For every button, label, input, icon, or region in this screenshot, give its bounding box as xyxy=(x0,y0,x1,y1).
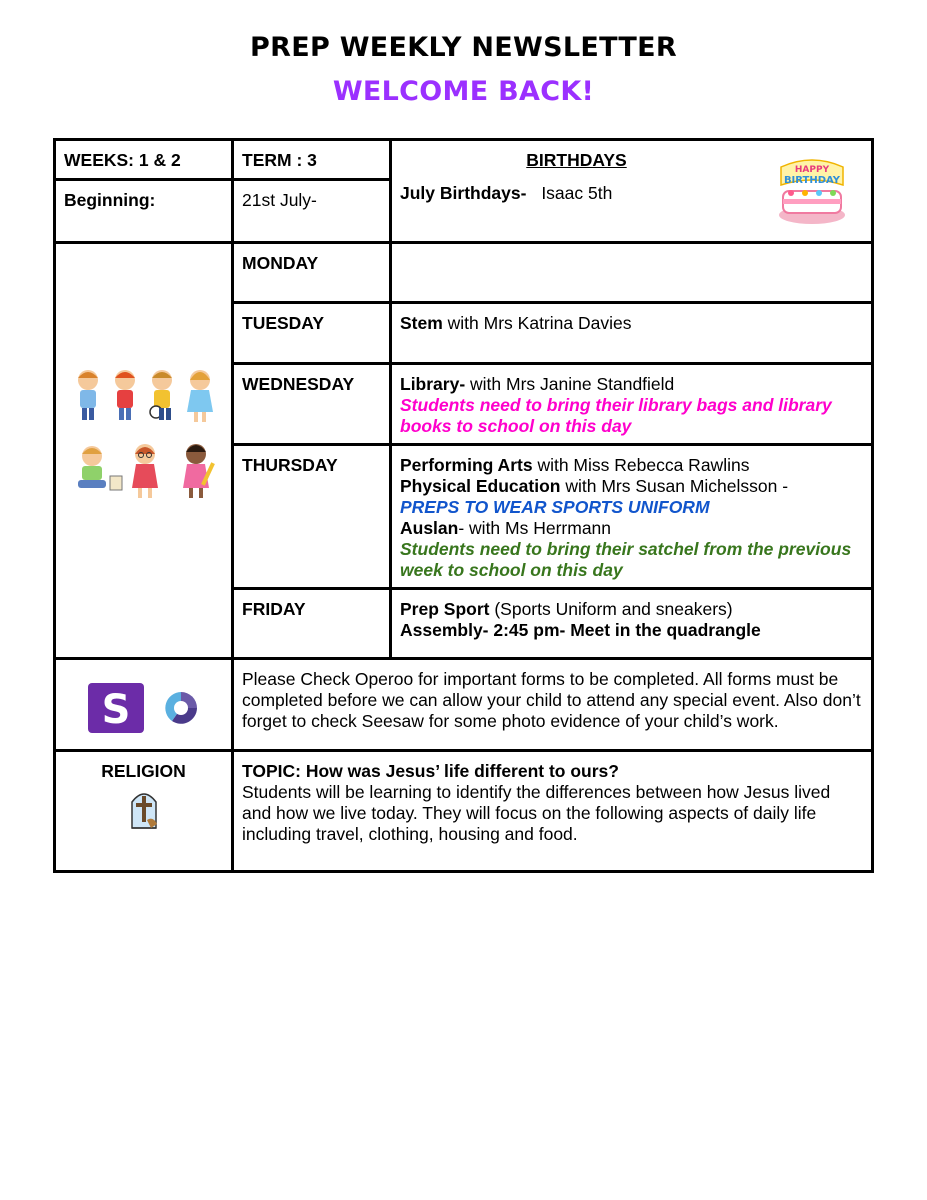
library-note: Students need to bring their library bags and library books to school on this day xyxy=(400,395,832,436)
weeks-cell: WEEKS: 1 & 2 xyxy=(55,140,233,180)
performing-arts-subject: Performing Arts xyxy=(400,455,533,475)
friday-activity xyxy=(391,589,873,659)
performing-arts-teacher: with Miss Rebecca Rawlins xyxy=(532,455,750,475)
auslan-teacher: - with Ms Herrmann xyxy=(458,518,612,538)
children-illustration-icon xyxy=(70,366,220,516)
friday-label: FRIDAY xyxy=(233,589,391,659)
wednesday-label: WEDNESDAY xyxy=(233,364,391,445)
prep-sport-subject: Prep Sport xyxy=(400,599,490,619)
sports-uniform-note: PREPS TO WEAR SPORTS UNIFORM xyxy=(400,497,710,517)
term-cell: TERM : 3 xyxy=(233,140,391,180)
religion-label: RELIGION xyxy=(101,761,186,781)
wednesday-teacher: with Mrs Janine Standfield xyxy=(465,374,675,394)
pe-teacher: with Mrs Susan Michelsson - xyxy=(560,476,789,496)
monday-activity xyxy=(391,243,873,303)
thursday-activity xyxy=(391,445,873,589)
birthdays-heading: BIRTHDAYS xyxy=(526,150,627,170)
prep-sport-detail: (Sports Uniform and sneakers) xyxy=(489,599,733,619)
wednesday-subject: Library- xyxy=(400,374,466,394)
birthday-cake-icon xyxy=(777,155,847,227)
religion-topic: TOPIC: How was Jesus’ life different to ours? xyxy=(242,761,619,781)
tuesday-subject: Stem xyxy=(400,313,443,333)
svg-text:BIRTHDAY: BIRTHDAY xyxy=(783,175,841,186)
religion-body: Students will be learning to identify the differences between how Jesus lived and how we live today. They will focus on the following aspects of daily life including travel, clothing, housing and food. xyxy=(242,782,831,844)
beginning-label: Beginning: xyxy=(55,180,233,243)
beginning-value: 21st July- xyxy=(233,180,391,243)
welcome-subtitle: WELCOME BACK! xyxy=(332,76,595,107)
newsletter-table xyxy=(53,138,874,873)
pe-subject: Physical Education xyxy=(400,476,561,496)
apps-logo-cell xyxy=(55,659,233,751)
wednesday-activity xyxy=(391,364,873,445)
kids-illustration-cell xyxy=(55,243,233,659)
tuesday-activity xyxy=(391,303,873,364)
svg-text:HAPPY: HAPPY xyxy=(794,165,830,175)
svg-text:S: S xyxy=(101,687,130,733)
auslan-subject: Auslan xyxy=(400,518,459,538)
assembly-line: Assembly- 2:45 pm- Meet in the quadrangle xyxy=(400,620,761,640)
religion-cell xyxy=(55,751,233,872)
monday-label: MONDAY xyxy=(233,243,391,303)
tuesday-teacher: with Mrs Katrina Davies xyxy=(442,313,632,333)
tuesday-label: TUESDAY xyxy=(233,303,391,364)
newsletter-title: PREP WEEKLY NEWSLETTER xyxy=(250,32,677,63)
forms-message: Please Check Operoo for important forms to be completed. All forms must be completed before we can allow your child to attend any special event. Also don’t forget to check Seesaw for some photo evidence of your child’s work. xyxy=(233,659,873,751)
birthdays-value: Isaac 5th xyxy=(541,183,613,203)
thursday-label: THURSDAY xyxy=(233,445,391,589)
stained-glass-cross-icon xyxy=(129,788,159,830)
birthdays-label: July Birthdays- xyxy=(400,183,527,203)
seesaw-logo-icon xyxy=(88,683,144,733)
birthdays-cell xyxy=(391,140,873,243)
religion-topic-cell xyxy=(233,751,873,872)
operoo-logo-icon xyxy=(162,689,200,727)
satchel-note: Students need to bring their satchel from the previous week to school on this day xyxy=(400,539,852,580)
